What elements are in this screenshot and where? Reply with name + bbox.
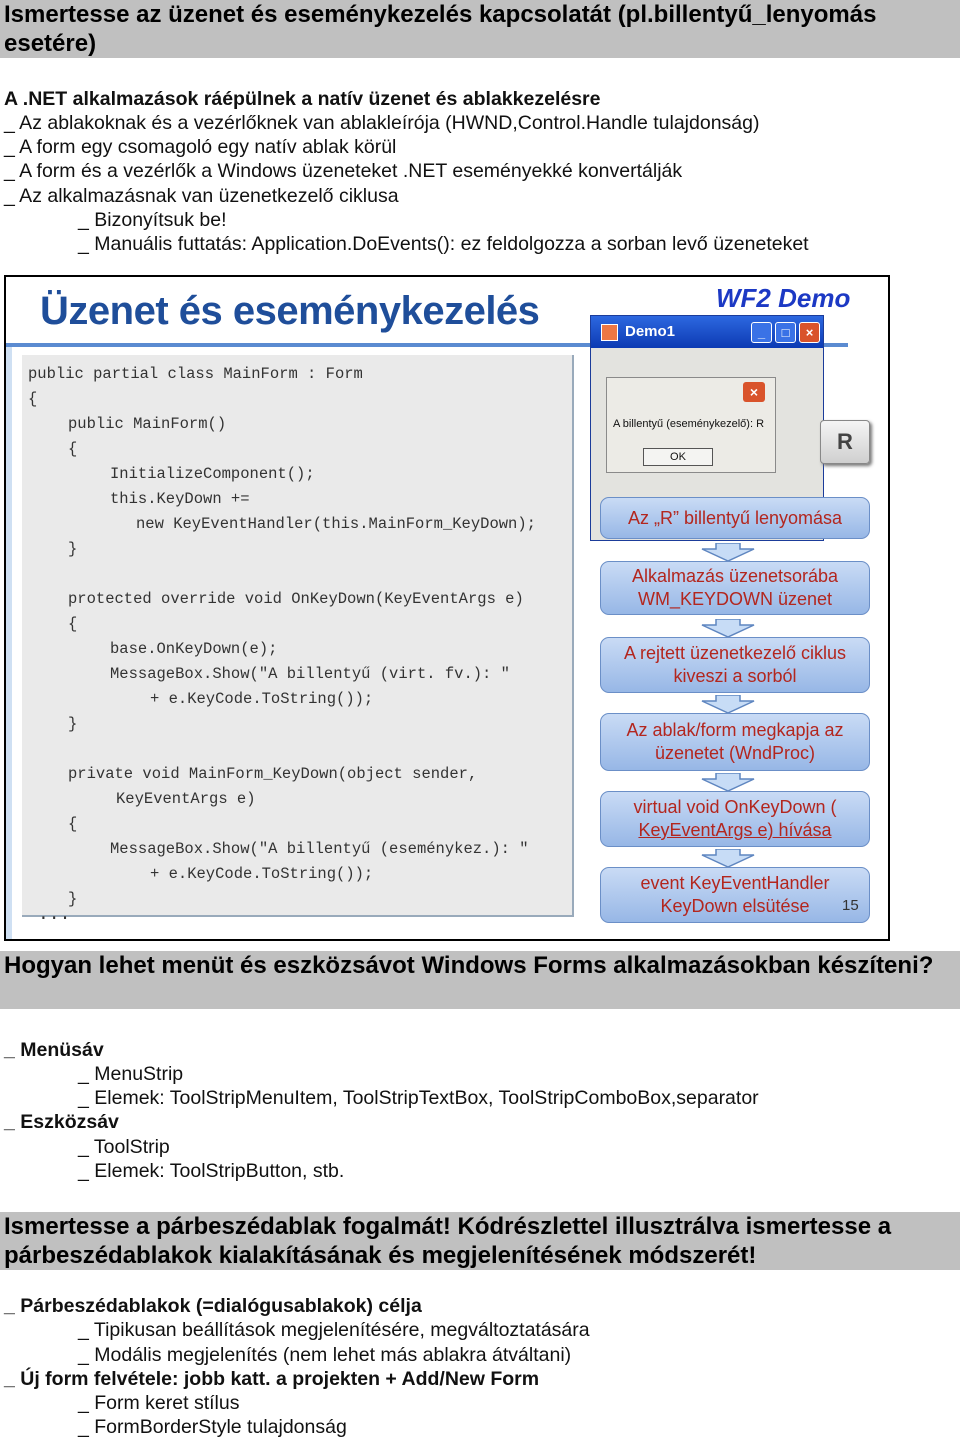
demo-window-title: Demo1: [625, 323, 676, 340]
section1-line-5: _ Az alkalmazásnak van üzenetkezelő ciklusa: [4, 185, 399, 207]
flow-step-text: Az „R” billentyű lenyomása: [627, 507, 843, 528]
flow-step-text: KeyEventArgs e) hívása: [638, 820, 832, 840]
down-arrow-icon: [700, 849, 756, 867]
code-line: this.KeyDown +=: [110, 490, 250, 508]
code-line: }: [68, 715, 78, 733]
code-line: public partial class MainForm : Form: [28, 365, 363, 383]
slide-figure: [4, 275, 890, 941]
close-icon: ×: [799, 322, 820, 343]
section1-line-4: _ A form és a vezérlők a Windows üzeneteket .NET eseményekké konvertálják: [4, 160, 683, 182]
code-line: MessageBox.Show("A billentyű (eseménykez.): ": [110, 840, 529, 858]
down-arrow-icon: [700, 695, 756, 713]
code-line: MessageBox.Show("A billentyű (virt. fv.): ": [110, 665, 510, 683]
slide-brand-logo: WF2 Demo: [716, 283, 851, 313]
code-line: private void MainForm_KeyDown(object sender,: [68, 765, 478, 783]
section1-line-2: _ Az ablakoknak és a vezérlőknek van ablakleírója (HWND,Control.Handle tulajdonság): [4, 112, 760, 134]
app-icon: [601, 324, 618, 341]
msgbox-close-icon: ×: [743, 382, 765, 402]
code-line: base.OnKeyDown(e);: [110, 640, 278, 658]
code-line: {: [28, 390, 38, 408]
section3-line-2: _ Tipikusan beállítások megjelenítésére, megváltoztatására: [78, 1319, 590, 1341]
msgbox-ok-button: OK: [643, 448, 713, 466]
code-line: new KeyEventHandler(this.MainForm_KeyDown);: [136, 515, 536, 533]
section3-line-1: _ Párbeszédablakok (=dialógusablakok) célja: [4, 1295, 422, 1317]
slide-page-number: 15: [842, 897, 859, 914]
flow-step-text: kiveszi a sorból: [673, 666, 797, 686]
flow-step-text: Az ablak/form megkapja az: [626, 720, 844, 740]
flow-step-3: [600, 637, 870, 693]
message-box: [606, 377, 776, 473]
minimize-icon: _: [751, 322, 772, 343]
code-line: {: [68, 615, 78, 633]
flow-step-1: [600, 497, 870, 539]
down-arrow-icon: [700, 543, 756, 561]
flow-step-6: [600, 867, 870, 923]
flow-step-text: WM_KEYDOWN üzenet: [637, 589, 833, 609]
down-arrow-icon: [700, 773, 756, 791]
msgbox-text: A billentyű (eseménykezelő): R: [613, 418, 765, 430]
keyboard-key-r: R: [820, 420, 870, 464]
code-line: {: [68, 440, 78, 458]
flow-step-text: Alkalmazás üzenetsorába: [631, 566, 839, 586]
section1-line-3: _ A form egy csomagoló egy natív ablak körül: [4, 136, 397, 158]
code-line: protected override void OnKeyDown(KeyEventArgs e): [68, 590, 524, 608]
code-line: {: [68, 815, 78, 833]
section-heading-dialogs: Ismertesse a párbeszédablak fogalmát! Kódrészlettel illusztrálva ismertesse a párbeszédablakok kialakításának és megjelenítésének módszerét!: [0, 1212, 960, 1270]
section3-line-6: _ FormBorderStyle tulajdonság: [78, 1416, 347, 1438]
section2-line-2: _ MenuStrip: [78, 1063, 184, 1085]
slide-left-accent: [6, 347, 12, 939]
section2-line-1: _ Menüsáv: [4, 1039, 104, 1061]
down-arrow-icon: [700, 619, 756, 637]
code-line: KeyEventArgs e): [116, 790, 256, 808]
section2-line-6: _ Elemek: ToolStripButton, stb.: [78, 1160, 345, 1182]
section-heading-message-handling: Ismertesse az üzenet és eseménykezelés kapcsolatát (pl.billentyű_lenyomás esetére): [0, 0, 960, 58]
slide-title: Üzenet és eseménykezelés: [40, 289, 540, 333]
section3-line-4: _ Új form felvétele: jobb katt. a projekten + Add/New Form: [4, 1368, 540, 1390]
flow-step-text: üzenetet (WndProc): [654, 743, 816, 763]
section3-line-3: _ Modális megjelenítés (nem lehet más ablakra átváltani): [78, 1344, 572, 1366]
code-ellipsis: ...: [38, 905, 71, 925]
section1-line-7: _ Manuális futtatás: Application.DoEvents(): ez feldolgozza a sorban levő üzeneteket: [78, 233, 809, 255]
code-line: public MainForm(): [68, 415, 227, 433]
code-line: }: [68, 540, 78, 558]
flow-step-text: virtual void OnKeyDown (: [633, 797, 837, 817]
maximize-icon: □: [775, 322, 796, 343]
flow-step-text: KeyDown elsütése: [660, 896, 810, 916]
section-heading-menus: Hogyan lehet menüt és eszközsávot Windows Forms alkalmazásokban készíteni?: [0, 951, 960, 1009]
section2-line-5: _ ToolStrip: [78, 1136, 170, 1158]
section2-line-3: _ Elemek: ToolStripMenuItem, ToolStripTextBox, ToolStripComboBox,separator: [78, 1087, 759, 1109]
flow-step-5: [600, 791, 870, 847]
flow-step-4: [600, 713, 870, 771]
section3-line-5: _ Form keret stílus: [78, 1392, 240, 1414]
code-line: + e.KeyCode.ToString());: [150, 690, 374, 708]
code-line: InitializeComponent();: [110, 465, 315, 483]
flow-step-text: A rejtett üzenetkezelő ciklus: [623, 643, 847, 663]
flow-step-2: [600, 561, 870, 615]
code-panel: [22, 355, 574, 917]
code-line: + e.KeyCode.ToString());: [150, 865, 374, 883]
demo-window-titlebar: [591, 316, 823, 348]
flow-step-text: event KeyEventHandler: [640, 873, 830, 893]
section2-line-4: _ Eszközsáv: [4, 1111, 119, 1133]
section1-line-1: A .NET alkalmazások ráépülnek a natív üzenet és ablakkezelésre: [4, 88, 601, 110]
section1-line-6: _ Bizonyítsuk be!: [78, 209, 227, 231]
code-line: }: [68, 890, 78, 908]
